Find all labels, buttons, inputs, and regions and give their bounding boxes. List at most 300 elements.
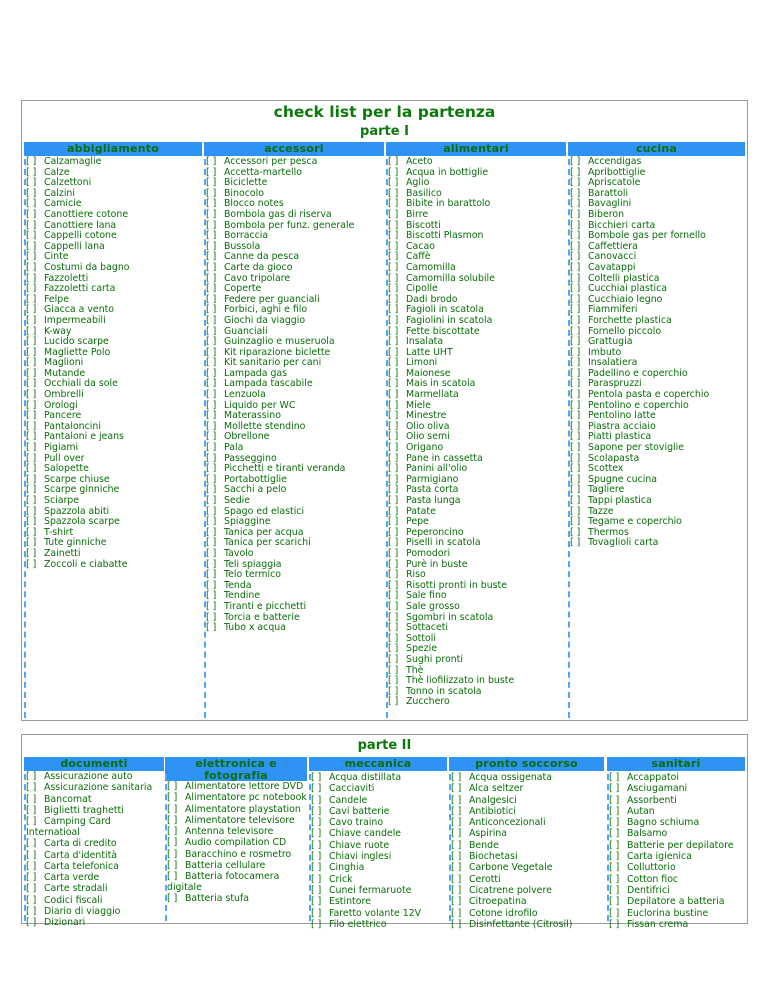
item-label: Fazzoletti <box>44 272 89 284</box>
checklist-item <box>309 783 447 794</box>
checkbox-bracket: [ ] <box>26 431 37 443</box>
item-label: Costumi da bagno <box>44 261 130 273</box>
checklist-item <box>449 919 604 930</box>
checklist-item <box>449 772 604 783</box>
checkbox-bracket: [ ] <box>388 230 399 242</box>
item-label: Basilico <box>406 187 442 199</box>
checkbox-bracket: [ ] <box>570 283 581 295</box>
item-label: Occhiali da sole <box>44 378 118 390</box>
checkbox-bracket: [ ] <box>206 187 217 199</box>
checkbox-bracket: [ ] <box>570 484 581 496</box>
checkbox-bracket: [ ] <box>26 198 37 210</box>
item-label: Disinfettante (Citrosil) <box>469 918 573 930</box>
item-label: Sughi pronti <box>406 653 463 665</box>
checkbox-bracket: [ ] <box>388 166 399 178</box>
item-label: Faretto volante 12V <box>329 907 422 919</box>
checkbox-bracket: [ ] <box>26 251 37 263</box>
checkbox-bracket: [ ] <box>570 240 581 252</box>
checkbox-bracket: [ ] <box>570 505 581 517</box>
checkbox-bracket: [ ] <box>570 399 581 411</box>
item-label: Accendigas <box>588 156 642 167</box>
item-label: Batteria cellulare <box>185 860 266 872</box>
checklist-item <box>607 817 745 828</box>
checkbox-bracket: [ ] <box>570 452 581 464</box>
item-label: Pane in cassetta <box>406 452 483 464</box>
item-label: Citroepatina <box>469 896 527 908</box>
item-label: Euclorina bustine <box>627 907 709 919</box>
checkbox-bracket: [ ] <box>388 473 399 485</box>
item-label: Assicurazione sanitaria <box>44 782 153 794</box>
item-label: Tegame e coperchio <box>588 516 682 528</box>
checkbox-bracket: [ ] <box>311 772 322 783</box>
checklist-item <box>607 908 745 919</box>
checkbox-bracket: [ ] <box>26 894 37 906</box>
checkbox-bracket: [ ] <box>570 304 581 316</box>
checkbox-bracket: [ ] <box>206 304 217 316</box>
checkbox-bracket: [ ] <box>26 442 37 454</box>
item-label: Carta verde <box>44 872 100 884</box>
checkbox-bracket: [ ] <box>311 884 322 896</box>
checkbox-bracket: [ ] <box>388 653 399 665</box>
checkbox-bracket: [ ] <box>451 896 462 908</box>
checkbox-bracket: [ ] <box>570 410 581 422</box>
item-label: Zoccoli e ciabatte <box>44 558 128 570</box>
checkbox-bracket: [ ] <box>570 463 581 475</box>
item-label: Anticoncezionali <box>469 817 546 829</box>
checkbox-bracket: [ ] <box>206 346 217 358</box>
item-label: Carte stradali <box>44 883 108 895</box>
checkbox-bracket: [ ] <box>388 177 399 189</box>
checkbox-bracket: [ ] <box>26 516 37 528</box>
item-label: Cavo tripolare <box>224 272 291 284</box>
item-label: Cacciaviti <box>329 783 375 795</box>
checkbox-bracket: [ ] <box>388 611 399 623</box>
checkbox-bracket: [ ] <box>388 420 399 432</box>
checklist-item <box>309 896 447 907</box>
checkbox-bracket: [ ] <box>206 378 217 390</box>
item-label: Tanica per scarichi <box>224 537 311 549</box>
item-label: Pentolino e coperchio <box>588 399 689 411</box>
item-label: Teli spiaggia <box>224 558 282 570</box>
item-label: Cinghia <box>329 862 365 874</box>
checkbox-bracket: [ ] <box>26 452 37 464</box>
item-label: Cerotti <box>469 873 501 885</box>
checkbox-bracket: [ ] <box>206 336 217 348</box>
item-label: Fagiolini in scatola <box>406 314 493 326</box>
item-label: Apriscatole <box>588 177 641 189</box>
checkbox-bracket: [ ] <box>570 336 581 348</box>
checklist-item <box>309 840 447 851</box>
checklist-item <box>386 697 566 708</box>
part1-panel <box>21 100 748 721</box>
item-label: Latte UHT <box>406 346 453 358</box>
checkbox-bracket: [ ] <box>206 495 217 506</box>
item-label: Acqua ossigenata <box>469 772 552 783</box>
item-label: Materassino <box>224 410 281 422</box>
checkbox-bracket: [ ] <box>206 325 217 337</box>
checkbox-bracket: [ ] <box>388 293 399 305</box>
item-label: Kit sanitario per cani <box>224 357 322 369</box>
item-label: Tute ginniche <box>44 537 107 549</box>
checkbox-bracket: [ ] <box>206 389 217 401</box>
checkbox-bracket: [ ] <box>388 399 399 411</box>
checkbox-bracket: [ ] <box>570 346 581 358</box>
checklist-item <box>24 851 164 862</box>
item-label: Tovaglioli carta <box>588 537 659 549</box>
item-label: Marmellata <box>406 389 459 401</box>
checkbox-bracket: [ ] <box>388 389 399 401</box>
item-label: Piatti plastica <box>588 431 652 443</box>
checklist-item <box>607 828 745 839</box>
column-divider <box>204 159 206 718</box>
item-label: Salopette <box>44 463 89 475</box>
column-alimentari <box>386 142 566 718</box>
item-label: T-shirt <box>44 526 74 538</box>
item-label: Biberon <box>588 208 625 220</box>
item-label: Carta d'identità <box>44 849 118 861</box>
item-label: Maglioni <box>44 357 84 369</box>
item-label: Chiave candele <box>329 828 402 840</box>
checklist-item <box>24 873 164 884</box>
checkbox-bracket: [ ] <box>388 685 399 697</box>
checkbox-bracket: [ ] <box>206 219 217 231</box>
checkbox-bracket: [ ] <box>388 643 399 655</box>
checkbox-bracket: [ ] <box>451 794 462 806</box>
checklist <box>568 156 745 549</box>
checkbox-bracket: [ ] <box>206 590 217 602</box>
item-label: Accessori per pesca <box>224 156 318 167</box>
item-label: Spezie <box>406 643 437 655</box>
item-label: Guanciali <box>224 325 268 337</box>
item-label: Bancomat <box>44 793 92 805</box>
checkbox-bracket: [ ] <box>451 772 462 783</box>
item-label: Olio semi <box>406 431 450 443</box>
checklist-item <box>165 782 307 793</box>
item-label: Pentolino latte <box>588 410 656 422</box>
column-header: pronto soccorso <box>449 757 604 771</box>
item-label: Risotti pronti in buste <box>406 579 507 591</box>
item-label: Lenzuola <box>224 389 266 401</box>
item-label: Piastra acciaio <box>588 420 656 432</box>
item-label: Tappi plastica <box>588 495 652 506</box>
item-label: Aspirina <box>469 828 507 840</box>
checkbox-bracket: [ ] <box>26 378 37 390</box>
item-label: Patate <box>406 505 436 517</box>
checkbox-bracket: [ ] <box>206 569 217 581</box>
item-label: Canne da pesca <box>224 251 300 263</box>
checkbox-bracket: [ ] <box>311 805 322 817</box>
item-label: Carbone Vegetale <box>469 862 553 874</box>
checklist-item <box>165 838 307 849</box>
checkbox-bracket: [ ] <box>609 851 620 863</box>
checkbox-bracket: [ ] <box>26 346 37 358</box>
column-header: documenti <box>24 757 164 771</box>
item-label: Fiammiferi <box>588 304 638 316</box>
column-divider <box>568 159 570 718</box>
item-label: Forchette plastica <box>588 314 672 326</box>
checklist-item <box>607 772 745 783</box>
checkbox-bracket: [ ] <box>26 410 37 422</box>
item-label: Spago ed elastici <box>224 505 305 517</box>
checkbox-bracket: [ ] <box>26 526 37 538</box>
column-cucina <box>568 142 745 718</box>
column-documenti <box>24 757 164 929</box>
item-label: Coltelli plastica <box>588 272 660 284</box>
checkbox-bracket: [ ] <box>167 871 178 883</box>
checklist-item <box>309 908 447 919</box>
item-label: Sottaceti <box>406 622 448 634</box>
item-label: Diario di viaggio <box>44 906 121 918</box>
checkbox-bracket: [ ] <box>26 473 37 485</box>
checkbox-bracket: [ ] <box>570 389 581 401</box>
item-label: Assicurazione auto <box>44 771 133 782</box>
checkbox-bracket: [ ] <box>26 849 37 861</box>
checklist-item <box>449 862 604 873</box>
checkbox-bracket: [ ] <box>26 816 37 828</box>
checkbox-bracket: [ ] <box>570 526 581 538</box>
checkbox-bracket: [ ] <box>26 177 37 189</box>
checkbox-bracket: [ ] <box>609 884 620 896</box>
checkbox-bracket: [ ] <box>26 838 37 850</box>
item-label: Mutande <box>44 367 86 379</box>
checkbox-bracket: [ ] <box>570 314 581 326</box>
column-accessori <box>204 142 384 718</box>
item-label: Caffè <box>406 251 431 263</box>
checkbox-bracket: [ ] <box>206 230 217 242</box>
item-label: Tubo x acqua <box>224 622 286 634</box>
checkbox-bracket: [ ] <box>570 251 581 263</box>
item-label: Cucchiaio legno <box>588 293 663 305</box>
checklist-item <box>607 840 745 851</box>
checklist-item <box>165 894 307 905</box>
item-label: Zainetti <box>44 547 81 559</box>
item-label: Cipolle <box>406 283 438 295</box>
item-label: Maionese <box>406 367 451 379</box>
checklist-item <box>607 919 745 930</box>
checklist-item <box>607 896 745 907</box>
item-label: Antenna televisore <box>185 826 274 838</box>
column-header: abbigliamento <box>24 142 202 156</box>
checkbox-bracket: [ ] <box>451 817 462 829</box>
checklist-item <box>309 795 447 806</box>
checklist <box>204 156 384 634</box>
item-label: Spazzola scarpe <box>44 516 120 528</box>
checkbox-bracket: [ ] <box>26 484 37 496</box>
item-label: Accappatoi <box>627 772 679 783</box>
checkbox-bracket: [ ] <box>26 272 37 284</box>
checkbox-bracket: [ ] <box>26 187 37 199</box>
checkbox-bracket: [ ] <box>167 837 178 849</box>
item-label: Cavo traino <box>329 817 384 829</box>
checklist <box>386 156 566 708</box>
checkbox-bracket: [ ] <box>206 505 217 517</box>
column-header: alimentari <box>386 142 566 156</box>
checkbox-bracket: [ ] <box>26 261 37 273</box>
checkbox-bracket: [ ] <box>388 579 399 591</box>
checkbox-bracket: [ ] <box>570 219 581 231</box>
item-label: Accetta-martello <box>224 166 302 178</box>
checklist-item <box>309 772 447 783</box>
checkbox-bracket: [ ] <box>26 771 37 782</box>
part2-panel <box>21 734 748 930</box>
item-label: Codici fiscali <box>44 894 103 906</box>
checklist-item <box>165 850 307 861</box>
item-label: Imbuto <box>588 346 622 358</box>
item-label: Bombola gas di riserva <box>224 208 332 220</box>
item-label: Alimentatore televisore <box>185 814 295 826</box>
item-label: Sapone per stoviglie <box>588 442 685 454</box>
item-label: Dizionari <box>44 917 86 929</box>
checkbox-bracket: [ ] <box>26 804 37 816</box>
checkbox-bracket: [ ] <box>206 431 217 443</box>
checkbox-bracket: [ ] <box>26 230 37 242</box>
checkbox-bracket: [ ] <box>570 495 581 506</box>
checkbox-bracket: [ ] <box>570 198 581 210</box>
checkbox-bracket: [ ] <box>388 526 399 538</box>
page-title: check list per la partenza <box>273 103 496 121</box>
checkbox-bracket: [ ] <box>388 304 399 316</box>
checkbox-bracket: [ ] <box>311 918 322 930</box>
checkbox-bracket: [ ] <box>451 839 462 851</box>
checklist-item <box>309 828 447 839</box>
checkbox-bracket: [ ] <box>388 208 399 220</box>
checkbox-bracket: [ ] <box>388 547 399 559</box>
checklist-item <box>607 806 745 817</box>
item-label: Pomodori <box>406 547 451 559</box>
checkbox-bracket: [ ] <box>570 187 581 199</box>
column-divider <box>386 159 388 718</box>
checkbox-bracket: [ ] <box>206 156 217 167</box>
checklist-item <box>607 851 745 862</box>
item-label: Guinzaglio e museruola <box>224 336 335 348</box>
checkbox-bracket: [ ] <box>167 781 178 792</box>
checkbox-bracket: [ ] <box>388 600 399 612</box>
checklist-item <box>309 806 447 817</box>
checkbox-bracket: [ ] <box>451 783 462 795</box>
checkbox-bracket: [ ] <box>451 907 462 919</box>
item-label: Batteria stufa <box>185 893 250 905</box>
checkbox-bracket: [ ] <box>167 848 178 860</box>
checkbox-bracket: [ ] <box>388 314 399 326</box>
checkbox-bracket: [ ] <box>26 156 37 167</box>
checklist-item <box>24 783 164 794</box>
part1-label: parte I <box>360 124 409 139</box>
checkbox-bracket: [ ] <box>570 261 581 273</box>
checkbox-bracket: [ ] <box>167 826 178 838</box>
item-label: Forbici, aghi e filo <box>224 304 308 316</box>
item-label: Calze <box>44 166 70 178</box>
checklist <box>165 781 307 905</box>
checklist-item <box>607 795 745 806</box>
checkbox-bracket: [ ] <box>26 420 37 432</box>
item-label: Biscotti Plasmon <box>406 230 484 242</box>
checklist-item <box>607 862 745 873</box>
item-label: Tagliere <box>588 484 625 496</box>
column-divider <box>24 774 26 921</box>
column-header: sanitari <box>607 757 745 771</box>
item-label: Chiavi inglesi <box>329 851 392 863</box>
item-label: Bende <box>469 839 499 851</box>
checkbox-bracket: [ ] <box>311 862 322 874</box>
checkbox-bracket: [ ] <box>26 389 37 401</box>
item-label: Pepe <box>406 516 429 528</box>
checkbox-bracket: [ ] <box>388 484 399 496</box>
checkbox-bracket: [ ] <box>570 156 581 167</box>
item-label: Scottex <box>588 463 624 475</box>
checklist-item <box>24 918 164 929</box>
checklist-item <box>607 874 745 885</box>
checkbox-bracket: [ ] <box>609 783 620 795</box>
checkbox-bracket: [ ] <box>26 208 37 220</box>
checklist-item <box>449 851 604 862</box>
item-label: Pantaloni e jeans <box>44 431 124 443</box>
item-label: Scarpe chiuse <box>44 473 110 485</box>
checkbox-bracket: [ ] <box>206 283 217 295</box>
checkbox-bracket: [ ] <box>388 696 399 708</box>
checkbox-bracket: [ ] <box>388 569 399 581</box>
checklist-item <box>165 827 307 838</box>
checkbox-bracket: [ ] <box>26 917 37 929</box>
checkbox-bracket: [ ] <box>570 473 581 485</box>
checklist <box>24 771 164 929</box>
item-label: Assorbenti <box>627 794 677 806</box>
item-label: Parmigiano <box>406 473 459 485</box>
column-divider <box>24 159 26 718</box>
item-label: Panini all'olio <box>406 463 468 475</box>
checkbox-bracket: [ ] <box>609 805 620 817</box>
checkbox-bracket: [ ] <box>26 906 37 918</box>
item-label: Tavolo <box>224 547 254 559</box>
item-label: Zucchero <box>406 696 450 708</box>
item-label: Pull over <box>44 452 85 464</box>
checkbox-bracket: [ ] <box>206 452 217 464</box>
checklist-item <box>24 795 164 806</box>
item-label: Passeggino <box>224 452 277 464</box>
column-divider <box>165 774 167 921</box>
checkbox-bracket: [ ] <box>388 325 399 337</box>
item-label: Camicie <box>44 198 82 210</box>
item-label: Baracchino e rosmetro <box>185 848 292 860</box>
item-label: Riso <box>406 569 426 581</box>
item-label: Alimentatore pc notebook <box>185 792 307 804</box>
checkbox-bracket: [ ] <box>26 336 37 348</box>
checklist-item <box>24 817 164 839</box>
checkbox-bracket: [ ] <box>26 219 37 231</box>
checklist-item <box>24 896 164 907</box>
item-label: Ombrelli <box>44 389 84 401</box>
item-label: Carte da gioco <box>224 261 293 273</box>
checkbox-bracket: [ ] <box>26 558 37 570</box>
checkbox-bracket: [ ] <box>388 198 399 210</box>
item-label: Lampada gas <box>224 367 288 379</box>
checkbox-bracket: [ ] <box>570 516 581 528</box>
checkbox-bracket: [ ] <box>609 907 620 919</box>
item-label: Caffettiera <box>588 240 638 252</box>
item-label: Canottiere cotone <box>44 208 129 220</box>
item-label: Minestre <box>406 410 447 422</box>
checkbox-bracket: [ ] <box>206 357 217 369</box>
item-label: Cucchiai plastica <box>588 283 668 295</box>
item-label: Thè <box>406 664 424 676</box>
item-label: Calzettoni <box>44 177 92 189</box>
item-label: Carta igienica <box>627 851 692 863</box>
checkbox-bracket: [ ] <box>388 357 399 369</box>
checkbox-bracket: [ ] <box>206 484 217 496</box>
item-label: Miele <box>406 399 431 411</box>
checkbox-bracket: [ ] <box>570 208 581 220</box>
checkbox-bracket: [ ] <box>167 893 178 905</box>
item-label: Cappelli cotone <box>44 230 117 242</box>
